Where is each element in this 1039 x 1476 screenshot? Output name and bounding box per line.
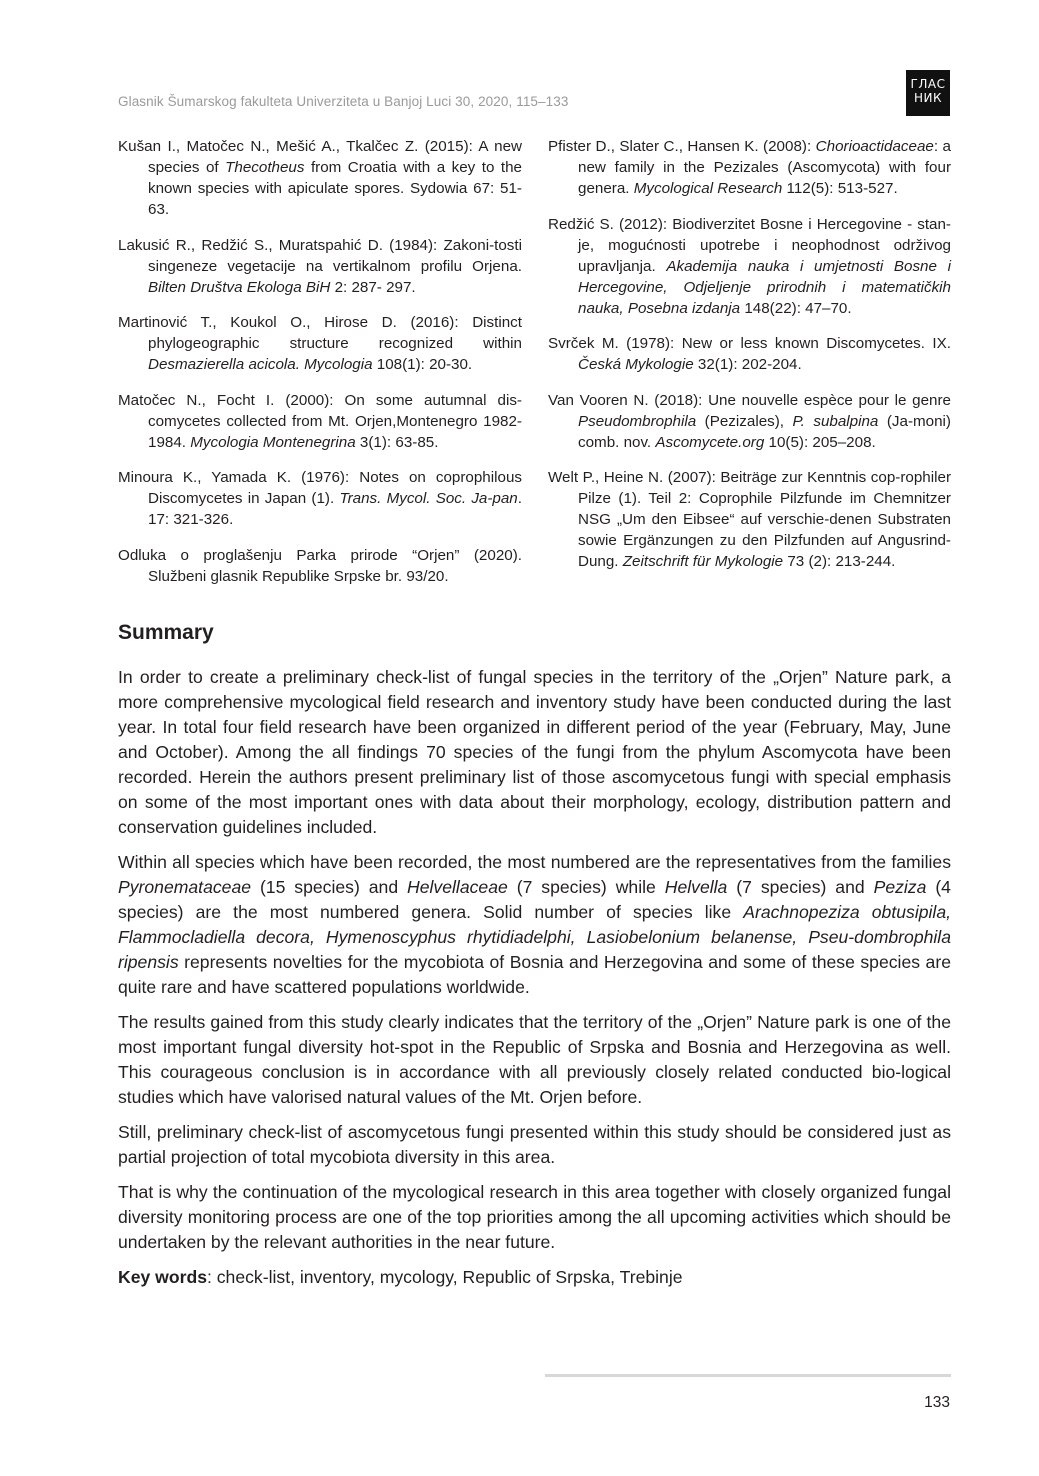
text-run: represents novelties for the mycobiota of Bosnia and Herzegovina and some of these species are quite rare and have scattered populations worldwide. [118, 952, 951, 997]
reference-entry [118, 545, 522, 587]
text-run: Kušan I., Matočec N., Mešić A., Tkalčec Z. (2015): A new species of [118, 138, 522, 176]
text-run: : a new family in the Pezizales (Ascomycota) with four genera. [578, 138, 951, 197]
keywords [118, 1265, 951, 1290]
text-run: 73 (2): 213-244. [783, 553, 896, 570]
reference-entry [118, 390, 522, 453]
keywords-list: : check-list, inventory, mycology, Republic of Srpska, Trebinje [206, 1267, 683, 1287]
italic-text: Peziza [873, 877, 927, 897]
reference-entry [118, 467, 522, 530]
text-run: (7 species) and [727, 877, 874, 897]
text-run: Within all species which have been recorded, the most numbered are the representatives from the families [118, 852, 951, 872]
summary-paragraph [118, 1010, 951, 1110]
reference-entry [118, 136, 522, 220]
summary-body [118, 665, 951, 1300]
summary-paragraph [118, 665, 951, 840]
reference-entry [548, 214, 951, 319]
text-run: Lakusić R., Redžić S., Muratspahić D. (1984): Zakoni-tosti singeneze vegetacije na vertikalnom profilu Orjena. [118, 236, 522, 275]
text-run: (Pezizales), [696, 412, 793, 430]
italic-text: Akademija nauka i umjetnosti Bosne i Hercegovine, Odjeljenje prirodnih i matematičkih nauka, Posebna izdanja [578, 257, 951, 317]
italic-text: Desmazierella acicola. Mycologia [148, 356, 373, 373]
text-run: (4 species) are the most numbered genera. Solid number of species like [118, 877, 951, 922]
text-run: 148(22): 47–70. [740, 299, 852, 317]
summary-paragraph [118, 1120, 951, 1170]
italic-text: Helvella [664, 877, 728, 897]
italic-text: Zeitschrift für Mykologie [622, 553, 784, 570]
text-run: Redžić S. (2012): Biodiverzitet Bosne i Hercegovine - stan-je, mogućnosti upotrebe i neophodnost održivog upravljanja. [548, 215, 951, 275]
text-run: Minoura K., Yamada K. (1976): Notes on coprophilous Discomycetes in Japan (1). [118, 469, 522, 507]
summary-paragraph [118, 850, 951, 1000]
running-head: Glasnik Šumarskog fakulteta Univerziteta u Banjoj Luci 30, 2020, 115–133 [118, 94, 569, 109]
text-run: Welt P., Heine N. (2007): Beiträge zur Kenntnis cop-rophiler Pilze (1). Teil 2: Coprophile Pilzfunde im Chemnitzer NSG „Um den Eibsee“ auf verschie-denen Substraten sowie Ergänzungen zu den Pilzfunden auf Angusrind-Dung. [548, 469, 951, 570]
text-run: 2: 287- 297. [330, 278, 416, 296]
reference-entry [548, 333, 951, 375]
footer-rule [545, 1374, 951, 1377]
journal-logo [906, 70, 950, 116]
text-run: (Ja-moni) comb. nov. [578, 412, 951, 451]
text-run: 10(5): 205–208. [764, 433, 876, 451]
text-run: Still, preliminary check-list of ascomycetous fungi presented within this study should be considered just as partial projection of total mycobiota diversity in this area. [118, 1122, 951, 1167]
logo-line-2: НИК [913, 91, 943, 105]
text-run: Martinović T., Koukol O., Hirose D. (2016): Distinct phylogeographic structure recognized within [118, 314, 522, 352]
italic-text: Bilten Društva Ekologa BiH [148, 278, 331, 296]
italic-text: Mycological Research [633, 180, 783, 197]
italic-text: Pyronemataceae [118, 877, 252, 897]
reference-entry [548, 390, 951, 453]
italic-text: Trans. Mycol. Soc. Ja-pan [339, 490, 518, 507]
logo-line-1: ГЛАС [910, 77, 946, 91]
text-run: Pfister D., Slater C., Hansen K. (2008): [548, 138, 816, 155]
text-run: 3(1): 63-85. [355, 433, 439, 451]
italic-text: Arachnopeziza obtusipila, Flammocladiella decora, Hymenoscyphus rhytidiadelphi, Lasiobelonium belanense, Pseu-dombrophila ripensis [118, 902, 951, 972]
references-left-column [118, 136, 522, 601]
italic-text: Thecotheus [225, 159, 305, 176]
italic-text: Mycologia Montenegrina [190, 433, 356, 451]
text-run: In order to create a preliminary check-list of fungal species in the territory of the „Orjen” Nature park, a more comprehensive mycological field research and inventory study have been conducted during the last year. In total four field research have been organized in different period of the year (February, May, June and October). Among the all findings 70 species of the fungi from the phylum Ascomycota have been recorded. Herein the authors present preliminary list of those ascomycetous fungi with special emphasis on some of the most important ones with data about their morphology, ecology, distribution pattern and conservation guidelines included. [118, 667, 951, 837]
references-right-column [548, 136, 951, 587]
summary-paragraph [118, 1180, 951, 1255]
text-run: Svrček M. (1978): New or less known Discomycetes. IX. [548, 335, 951, 352]
text-run: 112(5): 513-527. [782, 180, 898, 197]
text-run: 108(1): 20-30. [372, 356, 473, 373]
italic-text: Pseudombrophila [578, 412, 697, 430]
italic-text: Ascomycete.org [655, 433, 765, 451]
summary-heading: Summary [118, 621, 214, 644]
text-run: The results gained from this study clearly indicates that the territory of the „Orjen” Nature park is one of the most important fungal diversity hot-spot in the Republic of Srpska and Bosnia and Herzegovina as well. This courageous conclusion is in accordance with all previously closely related conducted bio-logical studies which have valorised natural values of the Mt. Orjen before. [118, 1012, 951, 1107]
text-run: (15 species) and [251, 877, 408, 897]
italic-text: P. subalpina [792, 412, 879, 430]
reference-entry [548, 136, 951, 199]
reference-entry [118, 235, 522, 298]
italic-text: Česká Mykologie [578, 356, 694, 373]
keywords-label: Key words [118, 1267, 207, 1287]
reference-entry [548, 467, 951, 572]
reference-entry [118, 312, 522, 375]
italic-text: Chorioactidaceae [815, 138, 934, 155]
text-run: Van Vooren N. (2018): Une nouvelle espèce pour le genre [548, 391, 951, 409]
text-run: Matočec N., Focht I. (2000): On some autumnal dis-comycetes collected from Mt. Orjen,Montenegro 1982-1984. [118, 391, 522, 451]
page-number: 133 [924, 1394, 950, 1411]
text-run: Odluka o proglašenju Parka prirode “Orjen” (2020). Službeni glasnik Republike Srpske br. 93/20. [118, 546, 522, 585]
text-run: (7 species) while [507, 877, 665, 897]
text-run: from Croatia with a key to the known species with apiculate spores. Sydowia 67: 51-63. [148, 159, 522, 218]
text-run: 32(1): 202-204. [693, 356, 802, 373]
text-run: That is why the continuation of the mycological research in this area together with closely organized fungal diversity monitoring process are one of the top priorities among the all upcoming activities which should be undertaken by the relevant authorities in the near future. [118, 1182, 951, 1252]
text-run: . 17: 321-326. [148, 490, 522, 528]
italic-text: Helvellaceae [407, 877, 508, 897]
